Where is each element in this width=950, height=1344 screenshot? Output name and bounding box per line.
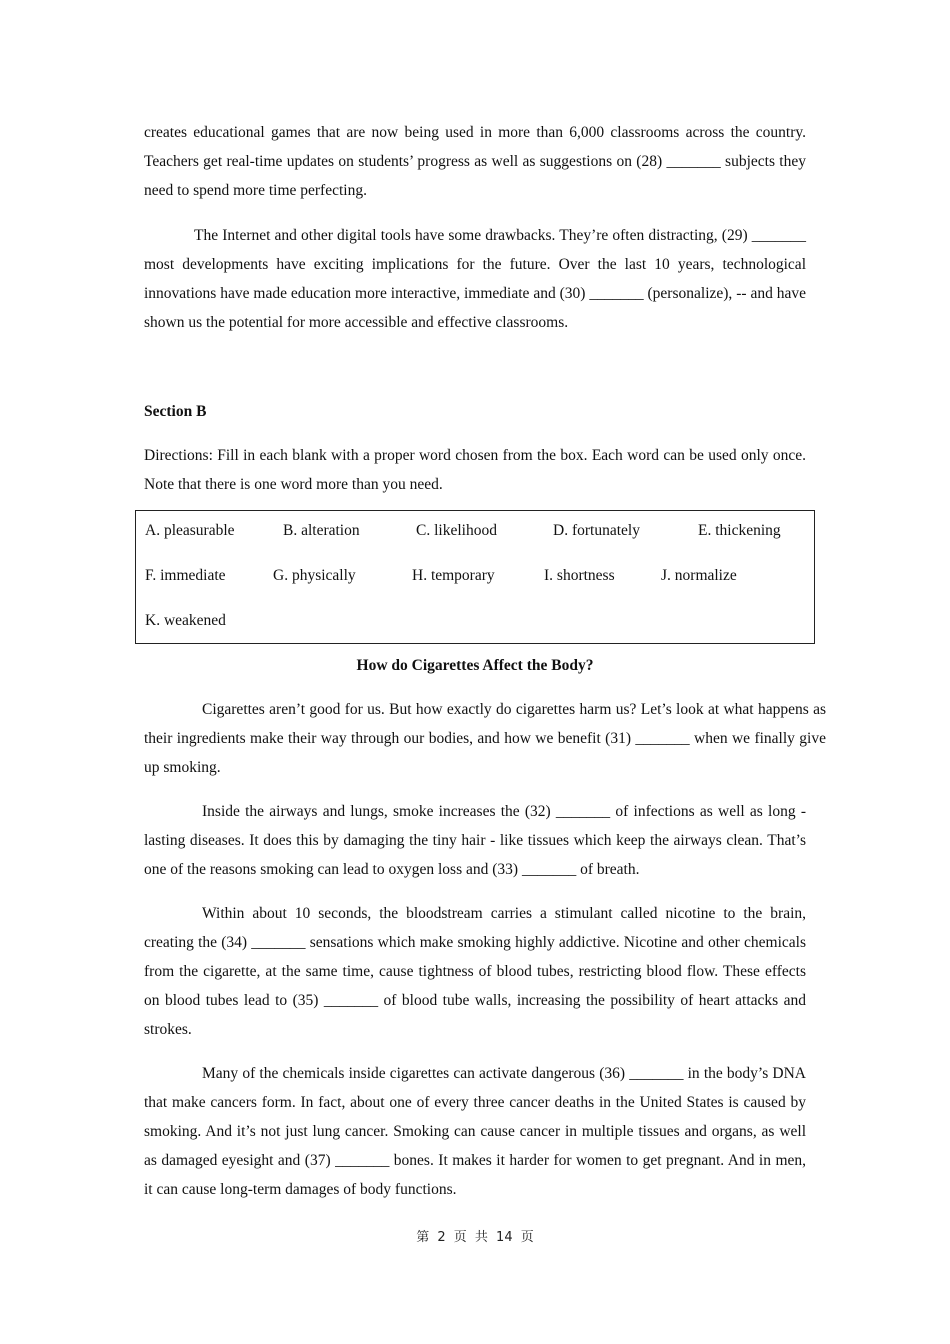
word-box [135,510,815,644]
directions-text: Directions: Fill in each blank with a proper word chosen from the box. Each word can be used only once. Note that there is one word more than you need. [144,447,806,493]
word-option-i: I. shortness [544,567,615,584]
article-paragraph-4: Many of the chemicals inside cigarettes can activate dangerous (36) _______ in the body’s DNA that make cancers form. In fact, about one of every three cancer deaths in the United States is caused by smoking. And it’s not just lung cancer. Smoking can cause cancer in multiple tissues and organs, as well as damaged eyesight and (37) _______ bones. It makes it harder for women to get pregnant. And in men, it can cause long-term damages of body functions. [144,1065,806,1198]
word-option-e: E. thickening [698,522,781,539]
section-title: Section B [144,403,207,420]
word-option-g: G. physically [273,567,356,584]
passage-a-paragraph-2: The Internet and other digital tools have some drawbacks. They’re often distracting, (29) _______ most developments have exciting implications for the future. Over the last 10 years, technological innovations have made education more interactive, immediate and (30) _______ (personalize), -- and have shown us the potential for more accessible and effective classrooms. [144,227,806,331]
word-option-b: B. alteration [283,522,360,539]
article-paragraph-2: Inside the airways and lungs, smoke increases the (32) _______ of infections as well as long - lasting diseases. It does this by damaging the tiny hair - like tissues which keep the airways clean. That’s one of the reasons smoking can lead to oxygen loss and (33) _______ of breath. [144,803,806,878]
passage-a-paragraph-1: creates educational games that are now being used in more than 6,000 classrooms across the country. Teachers get real-time updates on students’ progress as well as suggestions on (28) _______ subjects they need to spend more time perfecting. [144,124,806,199]
article-paragraph-1: Cigarettes aren’t good for us. But how exactly do cigarettes harm us? Let’s look at what happens as their ingredients make their way through our bodies, and how we benefit (31) _______ when we finally give up smoking. [144,701,826,776]
page-footer: 第 2 页 共 14 页 [416,1230,534,1245]
article-paragraph-3: Within about 10 seconds, the bloodstream carries a stimulant called nicotine to the brain, creating the (34) _______ sensations which make smoking highly addictive. Nicotine and other chemicals from the cigarette, at the same time, cause tightness of blood tubes, restricting blood flow. These effects on blood tubes lead to (35) _______ of blood tube walls, increasing the possibility of heart attacks and strokes. [144,905,806,1038]
word-option-c: C. likelihood [416,522,497,539]
word-option-d: D. fortunately [553,522,640,539]
word-option-k: K. weakened [145,612,226,629]
word-option-f: F. immediate [145,567,226,584]
word-option-h: H. temporary [412,567,495,584]
word-option-j: J. normalize [661,567,737,584]
word-option-a: A. pleasurable [145,522,235,539]
article-title: How do Cigarettes Affect the Body? [356,657,594,674]
